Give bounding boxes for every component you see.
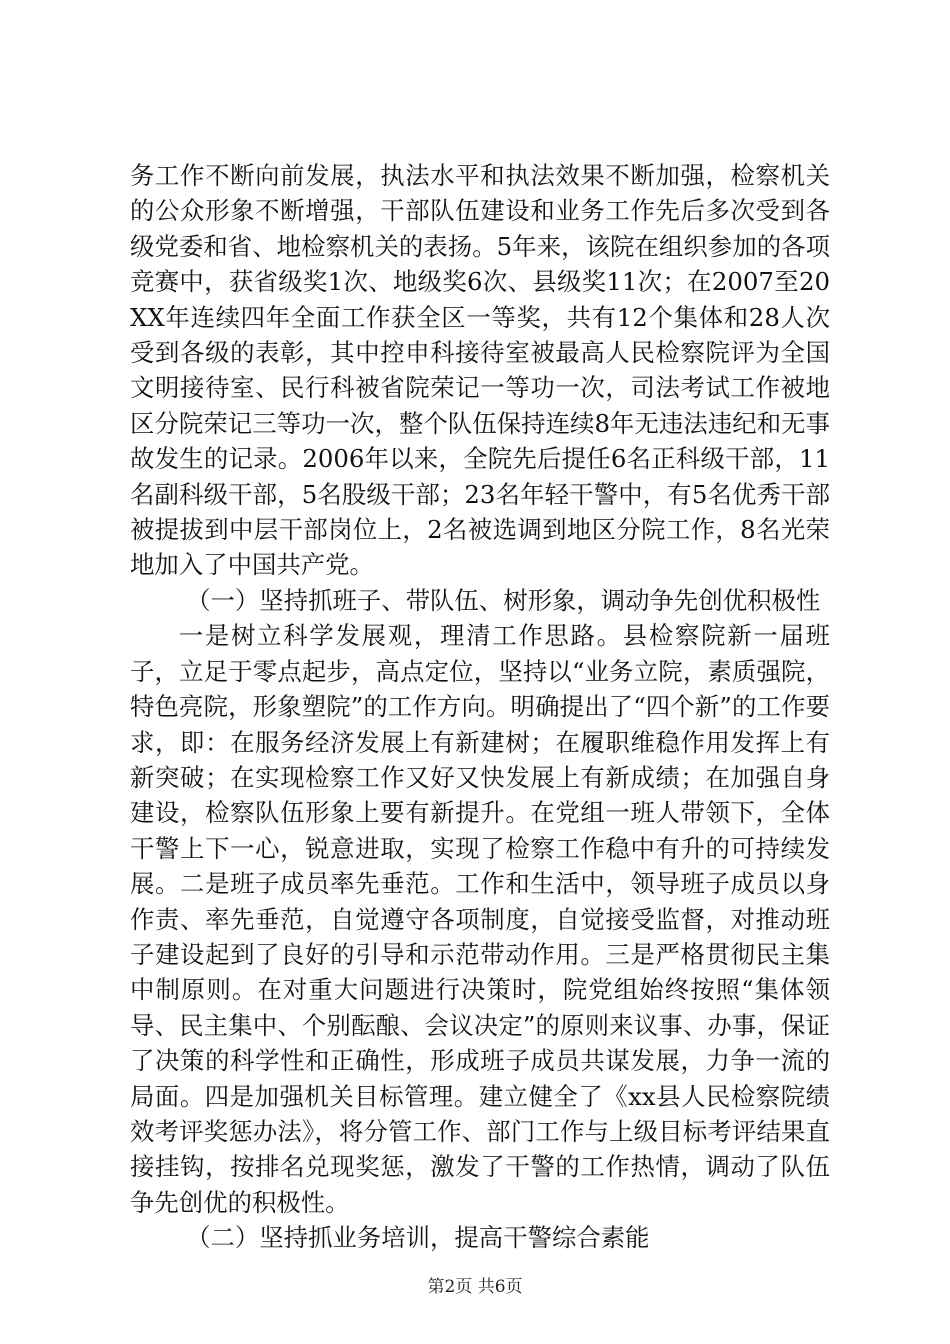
page-number-footer: 第2页 共6页 [427, 1277, 523, 1297]
section-heading-2: （二）坚持抓业务培训，提高干警综合素能 [186, 1223, 650, 1253]
document-body [130, 158, 830, 1256]
section-heading-1: （一）坚持抓班子、带队伍、树形象，调动争先创优积极性 [186, 585, 821, 615]
paragraph-achievements: 务工作不断向前发展，执法水平和执法效果不断加强，检察机关的公众形象不断增强，干部队伍建设和业务工作先后多次受到各级党委和省、地检察机关的表扬。5年来，该院在组织参加的各项竞赛中，获省级奖1次、地级奖6次、县级奖11次；在2007至20XX年连续四年全面工作获全区一等奖，共有12个集体和28人次受到各级的表彰，其中控申科接待室被最高人民检察院评为全国文明接待室、民行科被省院荣记一等功一次，司法考试工作被地区分院荣记三等功一次，整个队伍保持连续8年无违法违纪和无事故发生的记录。2006年以来，全院先后提任6名正科级干部，11名副科级干部，5名股级干部；23名年轻干警中，有5名优秀干部被提拔到中层干部岗位上，2名被选调到地区分院工作，8名光荣地加入了中国共产党。 [130, 161, 830, 580]
paragraph-leadership: 一是树立科学发展观，理清工作思路。县检察院新一届班子，立足于零点起步，高点定位，坚持以“业务立院，素质强院，特色亮院，形象塑院”的工作方向。明确提出了“四个新”的工作要求，即：在服务经济发展上有新建树；在履职维稳作用发挥上有新突破；在实现检察工作又好又快发展上有新成绩；在加强自身建设，检察队伍形象上要有新提升。在党组一班人带领下，全体干警上下一心，锐意进取，实现了检察工作稳中有升的可持续发展。二是班子成员率先垂范。工作和生活中，领导班子成员以身作责、率先垂范，自觉遵守各项制度，自觉接受监督，对推动班子建设起到了良好的引导和示范带动作用。三是严格贯彻民主集中制原则。在对重大问题进行决策时，院党组始终按照“集体领导、民主集中、个别酝酿、会议决定”的原则来议事、办事，保证了决策的科学性和正确性，形成班子成员共谋发展，力争一流的局面。四是加强机关目标管理。建立健全了《xx县人民检察院绩效考评奖惩办法》，将分管工作、部门工作与上级目标考评结果直接挂钩，按排名兑现奖惩，激发了干警的工作热情，调动了队伍争先创优的积极性。 [130, 621, 830, 1217]
